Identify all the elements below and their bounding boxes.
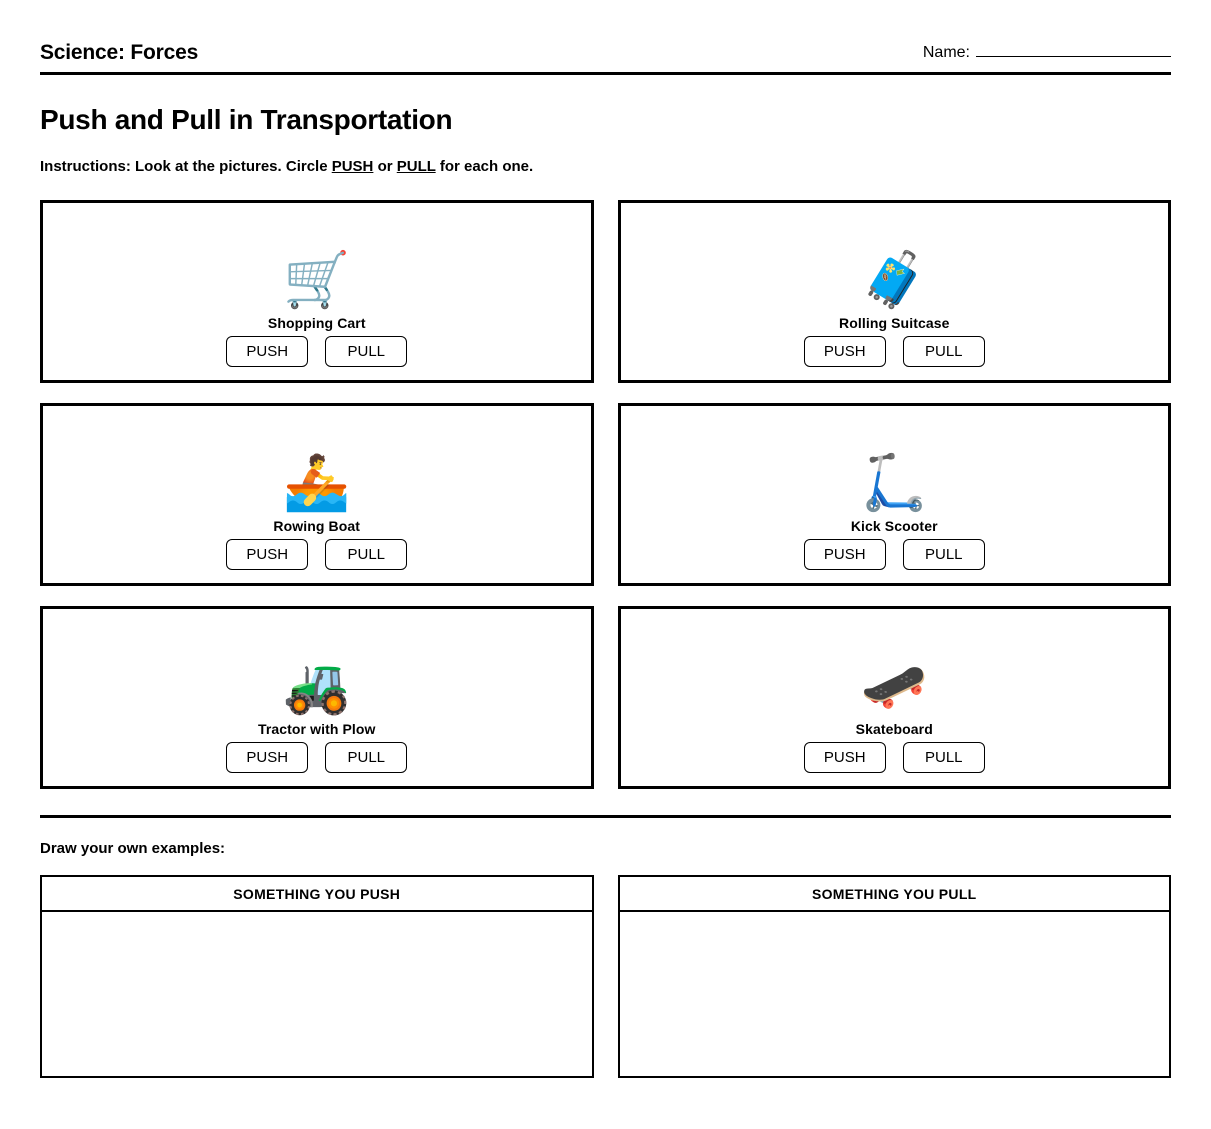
item-card (40, 403, 594, 586)
choice-row (804, 539, 985, 570)
instructions-prefix: Instructions: Look at the pictures. Circle (40, 158, 332, 175)
pull-button[interactable]: PULL (903, 336, 985, 367)
page-title: Push and Pull in Transportation (40, 104, 453, 135)
instructions-conjunction: or (373, 158, 397, 175)
item-card (40, 200, 594, 383)
draw-box-push (40, 875, 594, 1078)
pull-button[interactable]: PULL (325, 336, 407, 367)
instructions-option-push: PUSH (331, 158, 374, 175)
item-card-grid (40, 200, 1171, 789)
header-divider (40, 72, 1171, 75)
draw-box-pull (618, 875, 1172, 1078)
item-card (618, 403, 1172, 586)
item-card (40, 606, 594, 789)
pull-button[interactable]: PULL (325, 539, 407, 570)
item-label: Skateboard (855, 720, 933, 737)
choice-row (804, 336, 985, 367)
choice-row (804, 742, 985, 773)
item-label: Kick Scooter (850, 517, 938, 534)
skateboard-emoji: 🛹 (860, 655, 928, 716)
choice-row (226, 336, 407, 367)
item-label: Rolling Suitcase (838, 314, 950, 331)
push-button[interactable]: PUSH (804, 742, 886, 773)
draw-box-title: SOMETHING YOU PUSH (42, 877, 592, 912)
instructions-suffix: for each one. (435, 158, 534, 175)
item-label: Shopping Cart (267, 314, 366, 331)
pull-button[interactable]: PULL (903, 742, 985, 773)
shopping-cart-emoji: 🛒 (283, 249, 351, 310)
name-label: Name: (922, 44, 970, 61)
rowing-boat-emoji: 🚣 (283, 452, 351, 513)
section-divider (40, 815, 1171, 818)
course-title: Science: Forces (40, 40, 199, 64)
draw-area[interactable] (42, 912, 592, 1076)
instructions-option-pull: PULL (396, 158, 436, 175)
choice-row (226, 539, 407, 570)
draw-section-heading: Draw your own examples: (40, 840, 226, 857)
instructions-text (40, 158, 1171, 175)
item-label: Tractor with Plow (257, 720, 376, 737)
choice-row (226, 742, 407, 773)
pull-button[interactable]: PULL (903, 539, 985, 570)
item-card (618, 200, 1172, 383)
item-card (618, 606, 1172, 789)
push-button[interactable]: PUSH (226, 742, 308, 773)
push-button[interactable]: PUSH (804, 539, 886, 570)
pull-button[interactable]: PULL (325, 742, 407, 773)
push-button[interactable]: PUSH (804, 336, 886, 367)
worksheet-page (40, 0, 1171, 1129)
worksheet-header (40, 0, 1171, 72)
draw-box-grid (40, 875, 1171, 1078)
draw-area[interactable] (620, 912, 1170, 1076)
kick-scooter-emoji: 🛴 (860, 452, 928, 513)
name-field (923, 44, 1171, 64)
tractor-emoji: 🚜 (283, 655, 351, 716)
draw-box-title: SOMETHING YOU PULL (620, 877, 1170, 912)
name-write-line[interactable] (976, 44, 1171, 57)
push-button[interactable]: PUSH (226, 336, 308, 367)
item-label: Rowing Boat (273, 517, 361, 534)
rolling-suitcase-emoji: 🧳 (860, 249, 928, 310)
push-button[interactable]: PUSH (226, 539, 308, 570)
